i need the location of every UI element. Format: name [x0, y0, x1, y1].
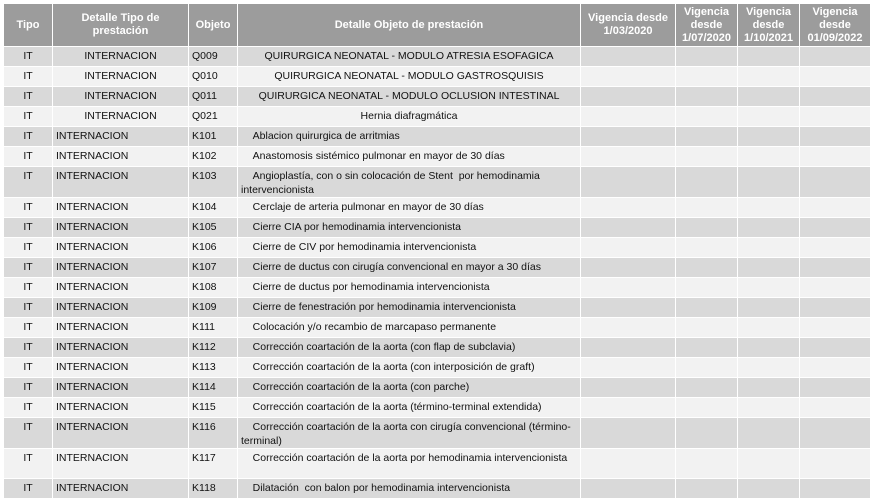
cell-vigencia-4	[800, 449, 871, 479]
cell-tipo: IT	[4, 238, 53, 258]
cell-detalle-objeto: Anastomosis sistémico pulmonar en mayor de 30 días	[238, 147, 581, 167]
header-tipo: Tipo	[4, 4, 53, 47]
header-detalle-tipo: Detalle Tipo de prestación	[53, 4, 189, 47]
cell-vigencia-1	[581, 198, 676, 218]
cell-vigencia-1	[581, 167, 676, 198]
cell-vigencia-3	[738, 67, 800, 87]
table-row	[4, 107, 871, 127]
cell-objeto: K115	[189, 398, 238, 418]
cell-objeto: K106	[189, 238, 238, 258]
cell-tipo: IT	[4, 278, 53, 298]
cell-vigencia-1	[581, 87, 676, 107]
cell-vigencia-3	[738, 238, 800, 258]
cell-detalle-tipo: INTERNACION	[53, 449, 189, 479]
cell-objeto: Q009	[189, 47, 238, 67]
table-row	[4, 398, 871, 418]
cell-detalle-objeto: Cierre de ductus por hemodinamia intervencionista	[238, 278, 581, 298]
header-vigencia-2: Vigencia desde 1/07/2020	[676, 4, 738, 47]
cell-vigencia-4	[800, 87, 871, 107]
cell-vigencia-4	[800, 167, 871, 198]
cell-vigencia-1	[581, 147, 676, 167]
cell-vigencia-1	[581, 479, 676, 499]
cell-vigencia-1	[581, 338, 676, 358]
cell-tipo: IT	[4, 378, 53, 398]
table-row	[4, 67, 871, 87]
cell-objeto: Q011	[189, 87, 238, 107]
cell-vigencia-3	[738, 479, 800, 499]
cell-vigencia-3	[738, 298, 800, 318]
cell-vigencia-4	[800, 398, 871, 418]
cell-detalle-objeto: QUIRURGICA NEONATAL - MODULO ATRESIA ESOFAGICA	[238, 47, 581, 67]
cell-vigencia-4	[800, 198, 871, 218]
cell-detalle-tipo: INTERNACION	[53, 338, 189, 358]
table-body	[4, 47, 871, 499]
cell-vigencia-2	[676, 298, 738, 318]
cell-vigencia-3	[738, 338, 800, 358]
cell-objeto: K102	[189, 147, 238, 167]
cell-objeto: K103	[189, 167, 238, 198]
cell-objeto: K111	[189, 318, 238, 338]
cell-objeto: K118	[189, 479, 238, 499]
header-vigencia-1: Vigencia desde 1/03/2020	[581, 4, 676, 47]
cell-vigencia-4	[800, 358, 871, 378]
table-row	[4, 278, 871, 298]
cell-tipo: IT	[4, 418, 53, 449]
cell-objeto: Q021	[189, 107, 238, 127]
cell-detalle-tipo: INTERNACION	[53, 47, 189, 67]
cell-vigencia-3	[738, 278, 800, 298]
cell-vigencia-3	[738, 147, 800, 167]
cell-vigencia-2	[676, 338, 738, 358]
cell-detalle-objeto: Corrección coartación de la aorta con cirugía convencional (término-terminal)	[238, 418, 581, 449]
cell-detalle-tipo: INTERNACION	[53, 87, 189, 107]
cell-vigencia-2	[676, 398, 738, 418]
cell-vigencia-1	[581, 358, 676, 378]
table-row	[4, 338, 871, 358]
cell-detalle-objeto: Corrección coartación de la aorta (con flap de subclavia)	[238, 338, 581, 358]
cell-objeto: Q010	[189, 67, 238, 87]
table-row	[4, 358, 871, 378]
cell-vigencia-4	[800, 338, 871, 358]
cell-vigencia-1	[581, 47, 676, 67]
cell-detalle-tipo: INTERNACION	[53, 479, 189, 499]
cell-detalle-tipo: INTERNACION	[53, 398, 189, 418]
cell-detalle-objeto: Cierre de CIV por hemodinamia intervencionista	[238, 238, 581, 258]
cell-vigencia-4	[800, 418, 871, 449]
cell-detalle-tipo: INTERNACION	[53, 107, 189, 127]
cell-tipo: IT	[4, 318, 53, 338]
table-row	[4, 147, 871, 167]
cell-detalle-tipo: INTERNACION	[53, 167, 189, 198]
cell-vigencia-4	[800, 258, 871, 278]
cell-vigencia-3	[738, 127, 800, 147]
cell-vigencia-3	[738, 358, 800, 378]
cell-detalle-objeto: Corrección coartación de la aorta (con interposición de graft)	[238, 358, 581, 378]
cell-tipo: IT	[4, 358, 53, 378]
cell-objeto: K114	[189, 378, 238, 398]
cell-vigencia-3	[738, 87, 800, 107]
cell-detalle-objeto: Cierre de ductus con cirugía convencional en mayor a 30 días	[238, 258, 581, 278]
cell-vigencia-1	[581, 127, 676, 147]
cell-objeto: K116	[189, 418, 238, 449]
cell-objeto: K101	[189, 127, 238, 147]
cell-vigencia-2	[676, 107, 738, 127]
cell-detalle-objeto: Cierre de fenestración por hemodinamia intervencionista	[238, 298, 581, 318]
cell-detalle-tipo: INTERNACION	[53, 378, 189, 398]
table-row	[4, 167, 871, 198]
cell-tipo: IT	[4, 449, 53, 479]
cell-detalle-objeto: QUIRURGICA NEONATAL - MODULO GASTROSQUISIS	[238, 67, 581, 87]
table-row	[4, 318, 871, 338]
cell-vigencia-3	[738, 418, 800, 449]
cell-vigencia-3	[738, 378, 800, 398]
cell-detalle-tipo: INTERNACION	[53, 358, 189, 378]
cell-detalle-tipo: INTERNACION	[53, 218, 189, 238]
cell-objeto: K107	[189, 258, 238, 278]
table-row	[4, 87, 871, 107]
cell-vigencia-2	[676, 378, 738, 398]
header-detalle-objeto: Detalle Objeto de prestación	[238, 4, 581, 47]
cell-tipo: IT	[4, 218, 53, 238]
cell-detalle-tipo: INTERNACION	[53, 318, 189, 338]
table-header	[4, 4, 871, 47]
cell-vigencia-4	[800, 67, 871, 87]
cell-vigencia-1	[581, 318, 676, 338]
table-row	[4, 198, 871, 218]
cell-vigencia-4	[800, 278, 871, 298]
cell-vigencia-3	[738, 318, 800, 338]
table-row	[4, 47, 871, 67]
cell-detalle-objeto: Colocación y/o recambio de marcapaso permanente	[238, 318, 581, 338]
cell-vigencia-1	[581, 398, 676, 418]
cell-vigencia-3	[738, 398, 800, 418]
cell-detalle-tipo: INTERNACION	[53, 67, 189, 87]
cell-vigencia-2	[676, 127, 738, 147]
cell-vigencia-4	[800, 318, 871, 338]
header-objeto: Objeto	[189, 4, 238, 47]
cell-vigencia-2	[676, 67, 738, 87]
cell-detalle-tipo: INTERNACION	[53, 147, 189, 167]
cell-vigencia-3	[738, 218, 800, 238]
cell-tipo: IT	[4, 127, 53, 147]
cell-vigencia-2	[676, 87, 738, 107]
cell-vigencia-2	[676, 167, 738, 198]
cell-vigencia-1	[581, 378, 676, 398]
cell-vigencia-1	[581, 418, 676, 449]
cell-vigencia-2	[676, 318, 738, 338]
cell-vigencia-2	[676, 258, 738, 278]
table-row	[4, 298, 871, 318]
cell-vigencia-1	[581, 449, 676, 479]
cell-detalle-tipo: INTERNACION	[53, 127, 189, 147]
cell-detalle-objeto: Corrección coartación de la aorta (con parche)	[238, 378, 581, 398]
cell-objeto: K109	[189, 298, 238, 318]
cell-detalle-tipo: INTERNACION	[53, 418, 189, 449]
cell-detalle-tipo: INTERNACION	[53, 298, 189, 318]
cell-tipo: IT	[4, 87, 53, 107]
cell-vigencia-2	[676, 147, 738, 167]
cell-detalle-objeto: Cierre CIA por hemodinamia intervencionista	[238, 218, 581, 238]
cell-vigencia-2	[676, 238, 738, 258]
cell-vigencia-4	[800, 378, 871, 398]
cell-tipo: IT	[4, 338, 53, 358]
cell-tipo: IT	[4, 47, 53, 67]
cell-vigencia-4	[800, 479, 871, 499]
cell-objeto: K104	[189, 198, 238, 218]
cell-detalle-objeto: Hernia diafragmática	[238, 107, 581, 127]
cell-objeto: K108	[189, 278, 238, 298]
cell-detalle-objeto: Ablacion quirurgica de arritmias	[238, 127, 581, 147]
cell-vigencia-4	[800, 127, 871, 147]
cell-tipo: IT	[4, 167, 53, 198]
cell-vigencia-3	[738, 449, 800, 479]
cell-objeto: K105	[189, 218, 238, 238]
cell-tipo: IT	[4, 479, 53, 499]
table-row	[4, 238, 871, 258]
cell-tipo: IT	[4, 398, 53, 418]
cell-vigencia-4	[800, 107, 871, 127]
table-row	[4, 218, 871, 238]
cell-detalle-tipo: INTERNACION	[53, 238, 189, 258]
cell-vigencia-2	[676, 278, 738, 298]
cell-tipo: IT	[4, 258, 53, 278]
cell-detalle-objeto: Corrección coartación de la aorta (término-terminal extendida)	[238, 398, 581, 418]
table-row	[4, 418, 871, 449]
table-row	[4, 127, 871, 147]
cell-detalle-objeto: Dilatación con balon por hemodinamia intervencionista	[238, 479, 581, 499]
table-row	[4, 378, 871, 398]
cell-vigencia-2	[676, 47, 738, 67]
cell-vigencia-1	[581, 218, 676, 238]
cell-vigencia-2	[676, 418, 738, 449]
cell-vigencia-3	[738, 47, 800, 67]
cell-vigencia-3	[738, 167, 800, 198]
cell-vigencia-3	[738, 107, 800, 127]
cell-vigencia-1	[581, 67, 676, 87]
table-row	[4, 479, 871, 499]
cell-vigencia-2	[676, 449, 738, 479]
cell-vigencia-1	[581, 238, 676, 258]
cell-objeto: K113	[189, 358, 238, 378]
cell-vigencia-1	[581, 278, 676, 298]
cell-tipo: IT	[4, 147, 53, 167]
cell-vigencia-3	[738, 198, 800, 218]
table-row	[4, 449, 871, 479]
cell-detalle-objeto: Cerclaje de arteria pulmonar en mayor de 30 días	[238, 198, 581, 218]
header-vigencia-4: Vigencia desde 01/09/2022	[800, 4, 871, 47]
cell-vigencia-2	[676, 198, 738, 218]
header-vigencia-3: Vigencia desde 1/10/2021	[738, 4, 800, 47]
cell-vigencia-1	[581, 107, 676, 127]
cell-detalle-objeto: QUIRURGICA NEONATAL - MODULO OCLUSION INTESTINAL	[238, 87, 581, 107]
cell-vigencia-4	[800, 238, 871, 258]
cell-vigencia-4	[800, 298, 871, 318]
cell-detalle-tipo: INTERNACION	[53, 278, 189, 298]
cell-vigencia-4	[800, 218, 871, 238]
cell-tipo: IT	[4, 107, 53, 127]
cell-detalle-objeto: Angioplastía, con o sin colocación de Stent por hemodinamia intervencionista	[238, 167, 581, 198]
cell-vigencia-4	[800, 47, 871, 67]
prestaciones-table	[3, 3, 871, 499]
cell-vigencia-2	[676, 218, 738, 238]
cell-vigencia-3	[738, 258, 800, 278]
cell-objeto: K117	[189, 449, 238, 479]
table-row	[4, 258, 871, 278]
cell-detalle-objeto: Corrección coartación de la aorta por hemodinamia intervencionista	[238, 449, 581, 479]
cell-objeto: K112	[189, 338, 238, 358]
cell-detalle-tipo: INTERNACION	[53, 198, 189, 218]
cell-vigencia-1	[581, 298, 676, 318]
cell-vigencia-2	[676, 358, 738, 378]
cell-detalle-tipo: INTERNACION	[53, 258, 189, 278]
cell-tipo: IT	[4, 298, 53, 318]
cell-vigencia-2	[676, 479, 738, 499]
cell-tipo: IT	[4, 67, 53, 87]
cell-tipo: IT	[4, 198, 53, 218]
cell-vigencia-4	[800, 147, 871, 167]
cell-vigencia-1	[581, 258, 676, 278]
